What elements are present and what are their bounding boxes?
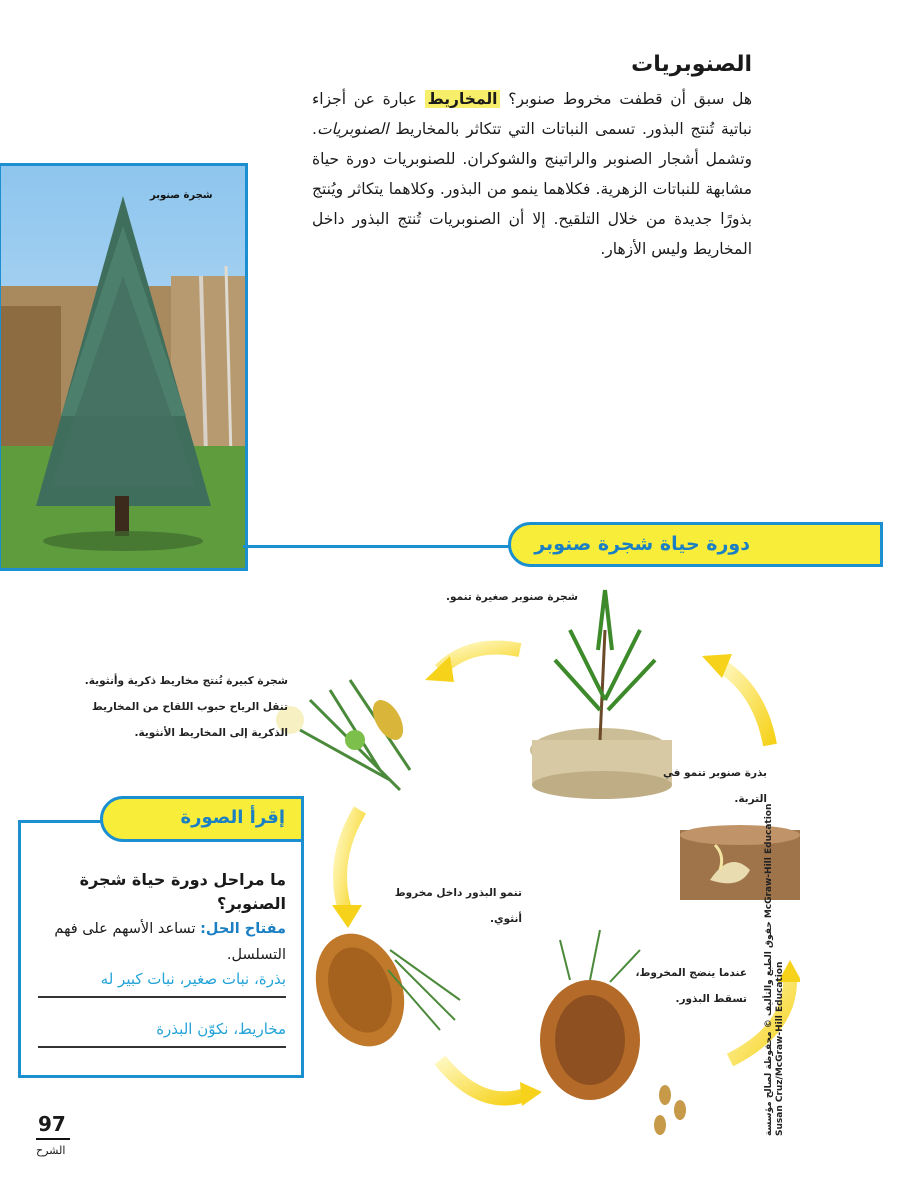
intro-paragraph bbox=[312, 84, 752, 264]
hint-text bbox=[40, 916, 286, 968]
pine-tree-photo bbox=[0, 163, 248, 571]
page-number: 97 bbox=[38, 1112, 66, 1136]
answer-line-1[interactable]: بذرة، نبات صغير، نبات كبير له bbox=[100, 970, 286, 988]
question-text: ما مراحل دورة حياة شجرة الصنوبر؟ bbox=[79, 870, 286, 913]
page-number-underline bbox=[36, 1138, 70, 1140]
arrow-icon bbox=[340, 810, 360, 910]
arrow-head-icon bbox=[332, 905, 362, 928]
arrow-icon bbox=[440, 1060, 525, 1098]
caption-adult-line3: الذكرية إلى المخاريط الأنثوية. bbox=[134, 727, 288, 739]
credit-line2: Susan Cruz/McGraw-Hill Education bbox=[775, 961, 785, 1136]
caption-seed-soil-line2: التربة. bbox=[734, 793, 767, 805]
caption-adult-line1: شجرة كبيرة تُنتج مخاريط ذكرية وأنثوية. bbox=[84, 675, 288, 687]
caption-cone-ripe-line2: تسقط البذور. bbox=[675, 993, 747, 1005]
cycle-banner bbox=[508, 522, 883, 567]
pine-tree-illustration bbox=[1, 166, 245, 568]
caption-seedling: شجرة صنوبر صغيرة تنمو. bbox=[446, 591, 579, 603]
arrow-head-icon bbox=[520, 1082, 542, 1106]
banner-title: دورة حياة شجرة صنوبر bbox=[534, 533, 750, 555]
arrow-icon bbox=[440, 648, 520, 671]
caption-seed-soil bbox=[657, 760, 767, 812]
female-cone-icon bbox=[301, 921, 460, 1059]
answer-underline-1 bbox=[38, 996, 286, 998]
read-picture-title: إقرأ الصورة bbox=[180, 807, 285, 828]
answer-underline-2 bbox=[38, 1046, 286, 1048]
caption-seeds-grow-line2: أنثوي. bbox=[489, 913, 522, 925]
caption-cone-ripe-line1: عندما ينضج المخروط، bbox=[635, 967, 747, 979]
caption-seed-soil-line1: بذرة صنوبر تنمو في bbox=[662, 767, 767, 779]
highlight-term: المخاريط bbox=[425, 90, 501, 108]
read-picture-tab bbox=[100, 796, 304, 842]
seedling-icon bbox=[530, 590, 672, 799]
caption-seeds-grow-line1: تنمو البذور داخل مخروط bbox=[394, 887, 522, 899]
life-cycle-diagram bbox=[270, 570, 800, 1170]
banner-connector-line bbox=[243, 545, 513, 548]
para-part2: عبارة عن أجزاء نباتية تُنتج البذور. تسمى النباتات التي تتكاثر بالمخاريط bbox=[312, 90, 752, 138]
hint-key: مفتاح الحل: bbox=[200, 921, 286, 937]
arrow-head-icon bbox=[425, 656, 454, 682]
answer-line-2[interactable]: مخاريط، نكوّن البذرة bbox=[156, 1020, 286, 1038]
photo-caption: شجرة صنوبر bbox=[150, 190, 213, 201]
section-heading: الصنوبريات bbox=[631, 52, 752, 77]
caption-seeds-grow bbox=[362, 880, 522, 932]
hint-body: تساعد الأسهم على فهم التسلسل. bbox=[54, 921, 286, 963]
credit-line1: حقوق الطبع والتأليف © محفوظة لصالح مؤسسة McGraw-Hill bbox=[764, 857, 774, 1136]
para-part3: . وتشمل أشجار الصنوبر والراتينج والشوكران. للصنوبريات دورة حياة مشابهة للنباتات الزهرية. فكلاهما ينمو من البذور. وكلاهما يتكاثر ويُنتج بذورًا جديدة من خلال التلقيح. إلا أن الصنوبريات تُنتج البذور داخل المخاريط وليس الأزهار. bbox=[312, 120, 752, 258]
pine-branch-icon bbox=[276, 680, 410, 790]
para-part1: هل سبق أن قطفت مخروط صنوبر؟ bbox=[500, 90, 752, 108]
caption-cone-ripe bbox=[627, 960, 747, 1012]
italic-term: الصنوبريات bbox=[316, 120, 389, 138]
caption-adult-tree bbox=[28, 668, 288, 746]
page-label: الشرح bbox=[36, 1144, 66, 1157]
image-credit bbox=[764, 857, 786, 1136]
caption-adult-line2: تنقل الرياح حبوب اللقاح من المخاريط bbox=[91, 701, 288, 713]
arrow-icon bbox=[720, 665, 770, 745]
